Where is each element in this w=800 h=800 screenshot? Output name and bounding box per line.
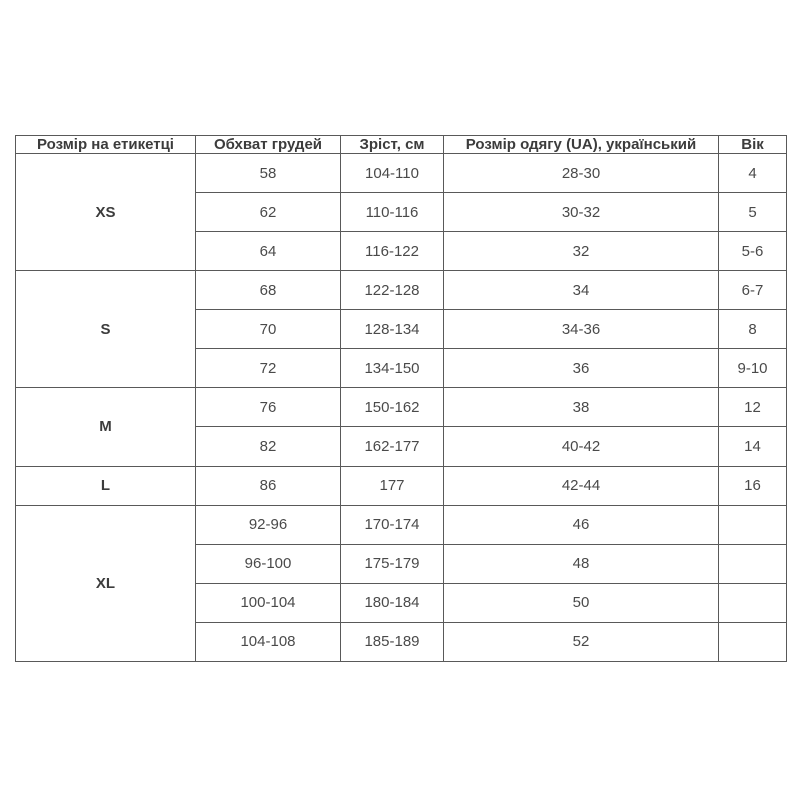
cell-age: 4 (719, 154, 787, 193)
cell-age: 5 (719, 193, 787, 232)
cell-chest: 58 (196, 154, 341, 193)
cell-height: 134-150 (341, 349, 444, 388)
cell-age: 5-6 (719, 232, 787, 271)
header-ua-size: Розмір одягу (UA), український (444, 136, 719, 154)
cell-chest: 100-104 (196, 583, 341, 622)
cell-chest: 68 (196, 271, 341, 310)
cell-height: 116-122 (341, 232, 444, 271)
size-group-label-xl: XL (16, 505, 196, 661)
cell-ua-size: 32 (444, 232, 719, 271)
table-row (16, 154, 787, 193)
cell-ua-size: 52 (444, 622, 719, 661)
cell-height: 170-174 (341, 505, 444, 544)
size-group-label-s: S (16, 271, 196, 388)
cell-height: 162-177 (341, 427, 444, 466)
table-row (16, 505, 787, 544)
cell-height: 122-128 (341, 271, 444, 310)
cell-ua-size: 30-32 (444, 193, 719, 232)
cell-ua-size: 50 (444, 583, 719, 622)
size-group-label-xs: XS (16, 154, 196, 271)
cell-height: 185-189 (341, 622, 444, 661)
cell-chest: 92-96 (196, 505, 341, 544)
cell-chest: 82 (196, 427, 341, 466)
cell-chest: 76 (196, 388, 341, 427)
cell-ua-size: 28-30 (444, 154, 719, 193)
cell-age: 6-7 (719, 271, 787, 310)
table-row (16, 271, 787, 310)
cell-chest: 104-108 (196, 622, 341, 661)
cell-ua-size: 46 (444, 505, 719, 544)
cell-height: 110-116 (341, 193, 444, 232)
cell-ua-size: 48 (444, 544, 719, 583)
cell-height: 180-184 (341, 583, 444, 622)
cell-age: 8 (719, 310, 787, 349)
header-height: Зріст, см (341, 136, 444, 154)
cell-chest: 64 (196, 232, 341, 271)
cell-age: 12 (719, 388, 787, 427)
cell-ua-size: 34 (444, 271, 719, 310)
cell-age (719, 622, 787, 661)
header-row (16, 136, 787, 154)
cell-ua-size: 42-44 (444, 466, 719, 505)
cell-ua-size: 34-36 (444, 310, 719, 349)
cell-age: 9-10 (719, 349, 787, 388)
header-chest: Обхват грудей (196, 136, 341, 154)
cell-age (719, 583, 787, 622)
cell-height: 128-134 (341, 310, 444, 349)
cell-height: 175-179 (341, 544, 444, 583)
table-row (16, 466, 787, 505)
cell-height: 150-162 (341, 388, 444, 427)
header-size-on-label: Розмір на етикетці (16, 136, 196, 154)
cell-chest: 96-100 (196, 544, 341, 583)
cell-ua-size: 38 (444, 388, 719, 427)
size-chart-table (15, 135, 787, 662)
header-age: Вік (719, 136, 787, 154)
cell-chest: 62 (196, 193, 341, 232)
cell-chest: 70 (196, 310, 341, 349)
cell-ua-size: 36 (444, 349, 719, 388)
cell-height: 104-110 (341, 154, 444, 193)
size-group-label-l: L (16, 466, 196, 505)
cell-ua-size: 40-42 (444, 427, 719, 466)
cell-age: 16 (719, 466, 787, 505)
cell-age: 14 (719, 427, 787, 466)
size-group-label-m: M (16, 388, 196, 466)
cell-chest: 72 (196, 349, 341, 388)
cell-height: 177 (341, 466, 444, 505)
cell-chest: 86 (196, 466, 341, 505)
table-row (16, 388, 787, 427)
cell-age (719, 544, 787, 583)
cell-age (719, 505, 787, 544)
